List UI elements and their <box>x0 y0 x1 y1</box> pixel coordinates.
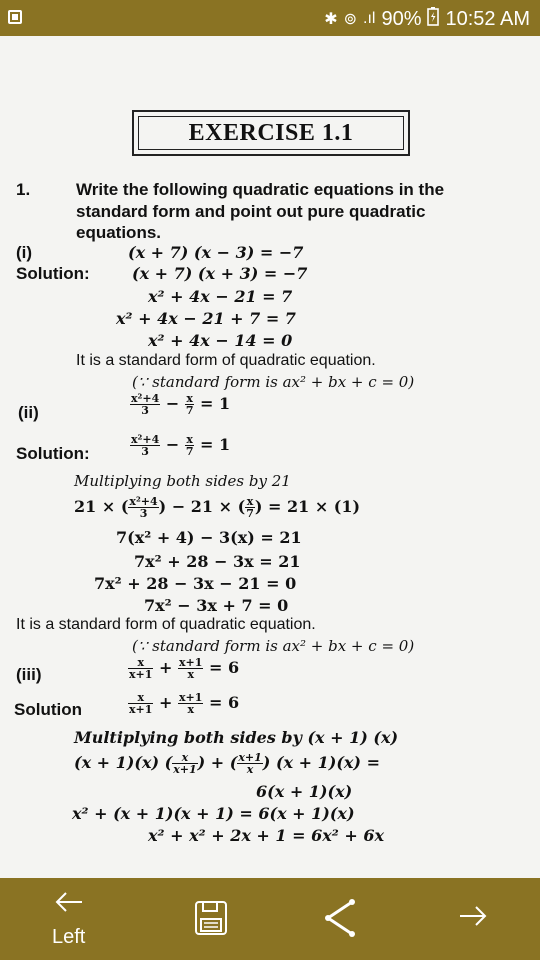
part-iii-step-c: x² + (x + 1)(x + 1) = 6(x + 1)(x) <box>72 804 355 823</box>
left-arrow-icon <box>52 890 86 914</box>
part-i-step: (x + 7) (x + 3) = −7 <box>132 264 308 283</box>
part-ii-step: 7x² − 3x + 7 = 0 <box>144 596 289 615</box>
save-button[interactable] <box>194 900 228 936</box>
question-line-1: Write the following quadratic equations in the <box>76 180 445 199</box>
part-iii-solution-equation: $\frac{x}{x+1}$ + $\frac{x+1}{x}$ = 6 <box>129 691 240 716</box>
screenshot-notification-icon <box>8 10 22 24</box>
status-icons <box>324 6 530 32</box>
status-bar <box>0 0 540 36</box>
part-i-step: x² + 4x − 14 = 0 <box>148 331 293 350</box>
part-ii-note: (∵ standard form is ax² + bx + c = 0) <box>132 637 415 655</box>
part-ii-equation: $\frac{\text{x²+4}}{3}$ − $\frac{x}{7}$ = 1 <box>131 392 231 417</box>
exercise-title-box <box>132 110 410 156</box>
part-ii-step: 7x² + 28 − 3x = 21 <box>134 552 301 571</box>
part-iii-label: (iii) <box>16 665 42 684</box>
battery-icon <box>427 6 439 32</box>
part-ii-step: 7x² + 28 − 3x − 21 = 0 <box>94 574 297 593</box>
share-icon <box>322 898 358 938</box>
part-i-note: (∵ standard form is ax² + bx + c = 0) <box>132 373 415 391</box>
right-arrow-icon <box>456 904 490 928</box>
document-page[interactable] <box>0 36 540 878</box>
left-label: Left <box>52 926 86 948</box>
bluetooth-icon: ✱ <box>324 11 338 28</box>
forward-arrow-button[interactable] <box>456 904 490 928</box>
part-iii-equation: $\frac{x}{x+1}$ + $\frac{x+1}{x}$ = 6 <box>129 656 240 681</box>
part-ii-conclusion: It is a standard form of quadratic equation. <box>16 616 316 633</box>
question-number: 1. <box>16 180 31 199</box>
part-ii-multiply-text: Multiplying both sides by 21 <box>74 472 291 490</box>
question-line-2: standard form and point out pure quadratic <box>76 202 426 221</box>
part-i-conclusion: It is a standard form of quadratic equation. <box>76 352 376 369</box>
part-i-step: x² + 4x − 21 + 7 = 7 <box>116 309 296 328</box>
exercise-title: EXERCISE 1.1 <box>138 116 404 150</box>
clock: 10:52 AM <box>445 7 530 30</box>
battery-percentage: 90% <box>381 7 422 30</box>
question-line-3: equations. <box>76 223 162 242</box>
part-iii-step-a: (x + 1)(x) ( $\frac{x}{x+1}$ ) + ( $\frac{x+1}{x}$ ) (x + 1)(x) = <box>74 751 380 776</box>
part-iii-multiply-text: Multiplying both sides by (x + 1) (x) <box>74 728 399 747</box>
part-ii-label: (ii) <box>18 403 39 422</box>
back-arrow-button[interactable] <box>52 890 86 914</box>
part-ii-step-a: 21 × ( $\frac{\text{x²+4}}{3}$ ) − 21 × ( $\frac{x}{7}$ ) = 21 × (1) <box>74 495 361 520</box>
part-ii-solution-equation: $\frac{\text{x²+4}}{3}$ − $\frac{x}{7}$ = 1 <box>131 433 231 458</box>
part-iii-step-d: x² + x² + 2x + 1 = 6x² + 6x <box>148 826 384 845</box>
part-i-solution-label: Solution: <box>16 264 90 283</box>
part-i-step: x² + 4x − 21 = 7 <box>148 287 293 306</box>
part-ii-step: 7(x² + 4) − 3(x) = 21 <box>116 528 302 547</box>
share-button[interactable] <box>322 898 358 938</box>
save-icon <box>194 900 228 936</box>
alarm-icon: ⊚ <box>343 11 357 28</box>
part-i-question: (x + 7) (x − 3) = −7 <box>128 243 304 262</box>
part-i-label: (i) <box>16 243 33 262</box>
part-ii-solution-label: Solution: <box>16 444 90 463</box>
signal-icon: .ıl <box>363 10 376 27</box>
part-iii-step-b: 6(x + 1)(x) <box>256 782 353 801</box>
part-iii-solution-label: Solution <box>14 700 82 719</box>
bottom-toolbar <box>0 878 540 960</box>
